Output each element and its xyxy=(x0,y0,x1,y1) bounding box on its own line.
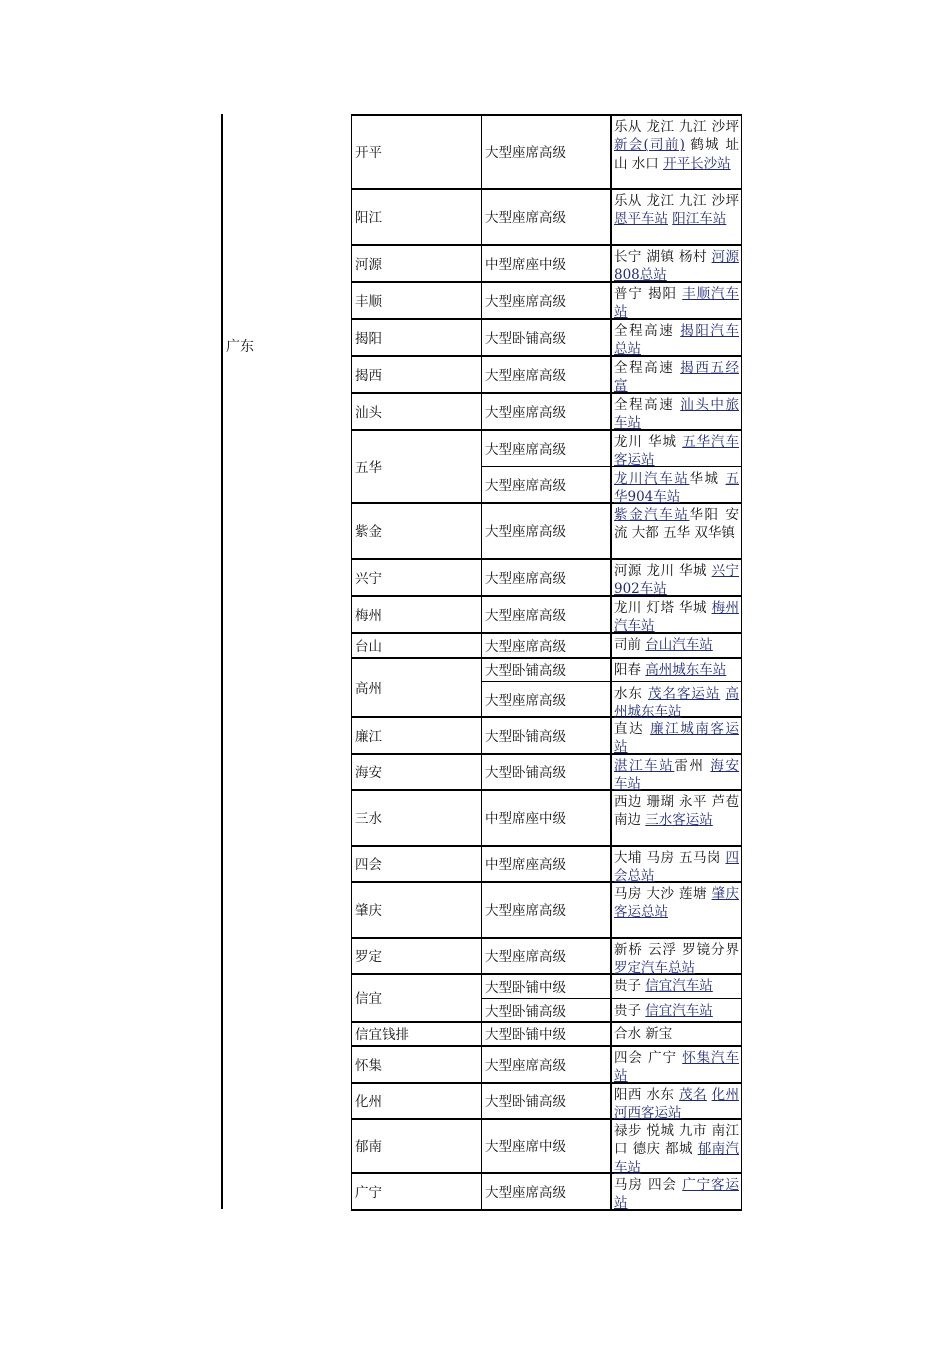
route-text: 水东 xyxy=(614,686,649,702)
vehicle-type-cell xyxy=(485,1118,566,1172)
vehicle-type: 大型座席高级 xyxy=(485,524,566,540)
vehicle-type: 大型卧铺高级 xyxy=(485,663,566,679)
route-text: 华阳 安流 大都 五华 双华镇 xyxy=(614,507,740,542)
city-cell xyxy=(355,392,382,429)
route-cell xyxy=(614,433,739,470)
route-cell xyxy=(614,562,739,599)
route-text: 河源 龙川 华城 xyxy=(614,563,712,579)
city-cell xyxy=(355,1118,382,1172)
vehicle-type: 大型卧铺中级 xyxy=(485,1027,566,1043)
city-name: 四会 xyxy=(355,857,382,873)
station-link[interactable]: 罗定汽车总站 xyxy=(614,960,695,977)
route-text: 龙川 华城 xyxy=(614,434,683,450)
city-name: 高州 xyxy=(355,680,382,697)
city-cell xyxy=(355,845,382,881)
station-link[interactable]: 阳江车站 xyxy=(672,211,727,228)
route-cell xyxy=(614,720,739,757)
station-link[interactable]: 肇庆客运总站 xyxy=(614,886,740,921)
route-cell xyxy=(614,396,739,433)
vehicle-type-cell xyxy=(485,657,566,681)
vehicle-type-cell xyxy=(485,558,566,595)
city-name: 兴宁 xyxy=(355,570,382,587)
route-cell xyxy=(614,793,739,830)
route-text: 阳西 水东 xyxy=(614,1087,680,1103)
station-link[interactable]: 广宁客运站 xyxy=(614,1177,739,1212)
vehicle-type-cell xyxy=(485,429,566,466)
city-cell xyxy=(355,114,382,188)
station-link[interactable]: 廉江城南客运站 xyxy=(614,721,740,756)
city-name: 海安 xyxy=(355,765,382,781)
vehicle-type-cell xyxy=(485,466,566,502)
station-link[interactable]: 化州河西客运站 xyxy=(614,1087,740,1122)
city-cell xyxy=(355,1172,382,1209)
route-text: 禄步 悦城 九市 南江口 德庆 都城 xyxy=(614,1123,739,1158)
route-cell xyxy=(614,685,739,722)
vehicle-type-cell xyxy=(485,973,566,998)
city-name: 丰顺 xyxy=(355,293,382,310)
city-name: 罗定 xyxy=(355,949,382,965)
station-link[interactable]: 湛江车站 xyxy=(614,758,675,774)
vehicle-type-cell xyxy=(485,281,566,318)
vehicle-type: 大型座席高级 xyxy=(485,293,566,310)
vehicle-type-cell xyxy=(485,188,566,244)
city-name: 郁南 xyxy=(355,1139,382,1155)
station-link[interactable]: 茂名 xyxy=(679,1087,707,1103)
vehicle-type: 大型卧铺高级 xyxy=(485,1094,566,1110)
vehicle-type-cell xyxy=(485,845,566,881)
city-cell xyxy=(355,973,382,1021)
route-cell xyxy=(614,470,739,507)
vehicle-type: 大型卧铺高级 xyxy=(485,765,566,781)
route-cell xyxy=(614,661,739,679)
station-link[interactable]: 高州城东车站 xyxy=(614,686,739,721)
route-cell xyxy=(614,506,739,543)
vehicle-type: 中型席座中级 xyxy=(485,811,566,827)
city-name: 化州 xyxy=(355,1094,382,1110)
vehicle-type-cell xyxy=(485,881,566,937)
route-text: 全程高速 xyxy=(614,397,681,413)
station-link[interactable]: 丰顺汽车站 xyxy=(614,286,739,321)
station-link[interactable]: 信宜汽车站 xyxy=(645,978,713,994)
vehicle-type-cell xyxy=(485,244,566,281)
station-link[interactable]: 新会(司前) xyxy=(614,137,685,154)
vehicle-type: 大型卧铺高级 xyxy=(485,728,566,745)
city-cell xyxy=(355,595,382,632)
vehicle-type: 中型席座高级 xyxy=(485,857,566,873)
station-link[interactable]: 四会总站 xyxy=(614,850,739,885)
station-link[interactable]: 恩平车站 xyxy=(614,211,668,228)
city-name: 肇庆 xyxy=(355,903,382,919)
vehicle-type-cell xyxy=(485,681,566,716)
city-cell xyxy=(355,881,382,937)
station-link[interactable]: 郁南汽车站 xyxy=(614,1141,740,1176)
province-label: 广东 xyxy=(226,339,254,355)
route-text: 龙川 灯塔 华城 xyxy=(614,600,712,616)
vehicle-type: 大型卧铺高级 xyxy=(485,330,566,347)
city-cell xyxy=(355,558,382,595)
route-text: 四会 广宁 xyxy=(614,1050,683,1066)
route-cell xyxy=(614,1002,739,1020)
vehicle-type-cell xyxy=(485,998,566,1021)
route-cell xyxy=(614,636,739,654)
vehicle-type: 大型座席高级 xyxy=(485,478,566,494)
route-cell xyxy=(614,1049,739,1086)
route-cell xyxy=(614,1176,739,1213)
station-link[interactable]: 汕头中旅车站 xyxy=(614,397,739,432)
station-link[interactable]: 揭西五经富 xyxy=(614,360,739,395)
vehicle-type-cell xyxy=(485,318,566,355)
station-link[interactable]: 台山汽车站 xyxy=(645,637,713,653)
vehicle-type: 大型座席高级 xyxy=(485,1184,566,1201)
vehicle-type-cell xyxy=(485,753,566,789)
route-text: 贵子 xyxy=(614,1003,646,1019)
vehicle-type-cell xyxy=(485,502,566,558)
vehicle-type: 大型座席高级 xyxy=(485,692,566,709)
route-cell xyxy=(614,248,739,285)
city-name: 信宜钱排 xyxy=(355,1027,409,1043)
route-text: 鹤城 址山 水口 xyxy=(614,137,739,172)
city-name: 怀集 xyxy=(355,1057,382,1074)
city-cell xyxy=(355,1045,382,1082)
vehicle-type-cell xyxy=(485,716,566,753)
route-text: 长宁 湖镇 杨村 xyxy=(614,249,712,265)
route-text: 司前 xyxy=(614,637,646,653)
route-cell xyxy=(614,118,739,173)
vehicle-type: 大型座席高级 xyxy=(485,949,566,965)
city-cell xyxy=(355,753,382,789)
route-cell xyxy=(614,322,739,359)
route-text: 普宁 揭阳 xyxy=(614,286,683,302)
vehicle-type: 大型座席高级 xyxy=(485,367,566,384)
vehicle-type: 大型座席中级 xyxy=(485,1139,566,1155)
vehicle-type-cell xyxy=(485,632,566,657)
city-name: 广宁 xyxy=(355,1184,382,1201)
vehicle-type-cell xyxy=(485,937,566,973)
city-cell xyxy=(355,657,382,716)
station-link[interactable]: 五华汽车客运站 xyxy=(614,434,739,469)
route-cell xyxy=(614,1025,739,1043)
vehicle-type: 大型座席高级 xyxy=(485,607,566,624)
city-name: 台山 xyxy=(355,638,382,655)
vehicle-type-cell xyxy=(485,114,566,188)
route-text: 新桥 云浮 罗镜分界 xyxy=(614,942,739,958)
city-cell xyxy=(355,281,382,318)
route-text: 马房 四会 xyxy=(614,1177,683,1193)
route-cell xyxy=(614,977,739,995)
city-cell xyxy=(355,355,382,392)
route-text: 西边 珊瑚 永平 芦苞 南边 xyxy=(614,794,739,829)
route-text: 全程高速 xyxy=(614,323,681,339)
vehicle-type-cell xyxy=(485,1082,566,1118)
city-cell xyxy=(355,188,382,244)
station-link[interactable]: 茂名客运站 xyxy=(648,686,721,702)
city-name: 梅州 xyxy=(355,607,382,624)
station-link[interactable]: 河源808总站 xyxy=(614,249,740,284)
station-link[interactable]: 怀集汽车站 xyxy=(614,1050,739,1085)
route-text: 全程高速 xyxy=(614,360,681,376)
vehicle-type-cell xyxy=(485,789,566,845)
station-link[interactable]: 五华904车站 xyxy=(614,471,740,506)
city-name: 三水 xyxy=(355,811,382,827)
route-text: 雷州 xyxy=(674,758,711,774)
vehicle-type: 大型座席高级 xyxy=(485,441,566,458)
vehicle-type-cell xyxy=(485,1021,566,1045)
city-name: 五华 xyxy=(355,459,382,476)
city-cell xyxy=(355,318,382,355)
route-text: 贵子 xyxy=(614,978,646,994)
vehicle-type: 大型座席高级 xyxy=(485,210,566,226)
route-text: 大埔 马房 五马岗 xyxy=(614,850,726,866)
vehicle-type-cell xyxy=(485,595,566,632)
route-cell xyxy=(614,285,739,322)
route-cell xyxy=(614,849,739,886)
city-cell xyxy=(355,937,382,973)
station-link[interactable]: 兴宁902车站 xyxy=(614,563,740,598)
vehicle-type: 大型座席高级 xyxy=(485,404,566,421)
vehicle-type: 中型席座中级 xyxy=(485,256,566,273)
route-text: 乐从 龙江 九江 沙坪 xyxy=(614,119,739,135)
city-name: 紫金 xyxy=(355,524,382,540)
station-link[interactable]: 信宜汽车站 xyxy=(645,1003,713,1019)
city-cell xyxy=(355,716,382,753)
city-name: 开平 xyxy=(355,145,382,161)
city-cell xyxy=(355,1021,409,1045)
route-cell xyxy=(614,359,739,396)
route-cell xyxy=(614,941,739,978)
city-cell xyxy=(355,789,382,845)
station-link[interactable]: 三水客运站 xyxy=(645,812,713,829)
city-cell xyxy=(355,244,382,281)
station-link[interactable]: 开平长沙站 xyxy=(663,155,731,172)
route-text: 阳春 xyxy=(614,662,646,678)
vehicle-type: 大型座席高级 xyxy=(485,638,566,655)
route-text: 马房 大沙 莲塘 xyxy=(614,886,712,902)
route-text: 华城 xyxy=(689,471,726,487)
vehicle-type: 大型座席高级 xyxy=(485,570,566,587)
route-text: 乐从 龙江 九江 沙坪 xyxy=(614,193,739,209)
city-name: 信宜 xyxy=(355,991,382,1007)
city-cell xyxy=(355,502,382,558)
vehicle-type: 大型座席高级 xyxy=(485,1057,566,1074)
city-cell xyxy=(355,1082,382,1118)
vehicle-type-cell xyxy=(485,355,566,392)
city-name: 廉江 xyxy=(355,728,382,745)
vehicle-type-cell xyxy=(485,1172,566,1209)
route-text: 直达 xyxy=(614,721,651,737)
city-name: 阳江 xyxy=(355,210,382,226)
vehicle-type-cell xyxy=(485,1045,566,1082)
city-cell xyxy=(355,632,382,657)
vehicle-type: 大型卧铺高级 xyxy=(485,1003,566,1020)
city-name: 汕头 xyxy=(355,404,382,421)
city-name: 河源 xyxy=(355,256,382,273)
route-cell xyxy=(614,885,739,922)
vehicle-type: 大型卧铺中级 xyxy=(485,979,566,996)
station-link[interactable]: 紫金汽车站 xyxy=(614,507,690,523)
route-cell xyxy=(614,599,739,636)
province-divider xyxy=(221,114,223,1209)
route-cell xyxy=(614,192,739,229)
station-link[interactable]: 梅州汽车站 xyxy=(614,600,740,635)
vehicle-type: 大型座席高级 xyxy=(485,145,566,161)
station-link[interactable]: 海安车站 xyxy=(614,758,740,793)
city-name: 揭阳 xyxy=(355,330,382,347)
station-link[interactable]: 龙川汽车站 xyxy=(614,471,690,487)
city-cell xyxy=(355,429,382,502)
route-text: 合水 新宝 xyxy=(614,1026,673,1042)
station-link[interactable]: 揭阳汽车总站 xyxy=(614,323,739,358)
vehicle-type-cell xyxy=(485,392,566,429)
route-cell xyxy=(614,757,739,794)
route-cell xyxy=(614,1122,739,1177)
route-cell xyxy=(614,1086,739,1123)
station-link[interactable]: 高州城东车站 xyxy=(645,662,727,678)
vehicle-type: 大型座席高级 xyxy=(485,903,566,919)
city-name: 揭西 xyxy=(355,367,382,384)
